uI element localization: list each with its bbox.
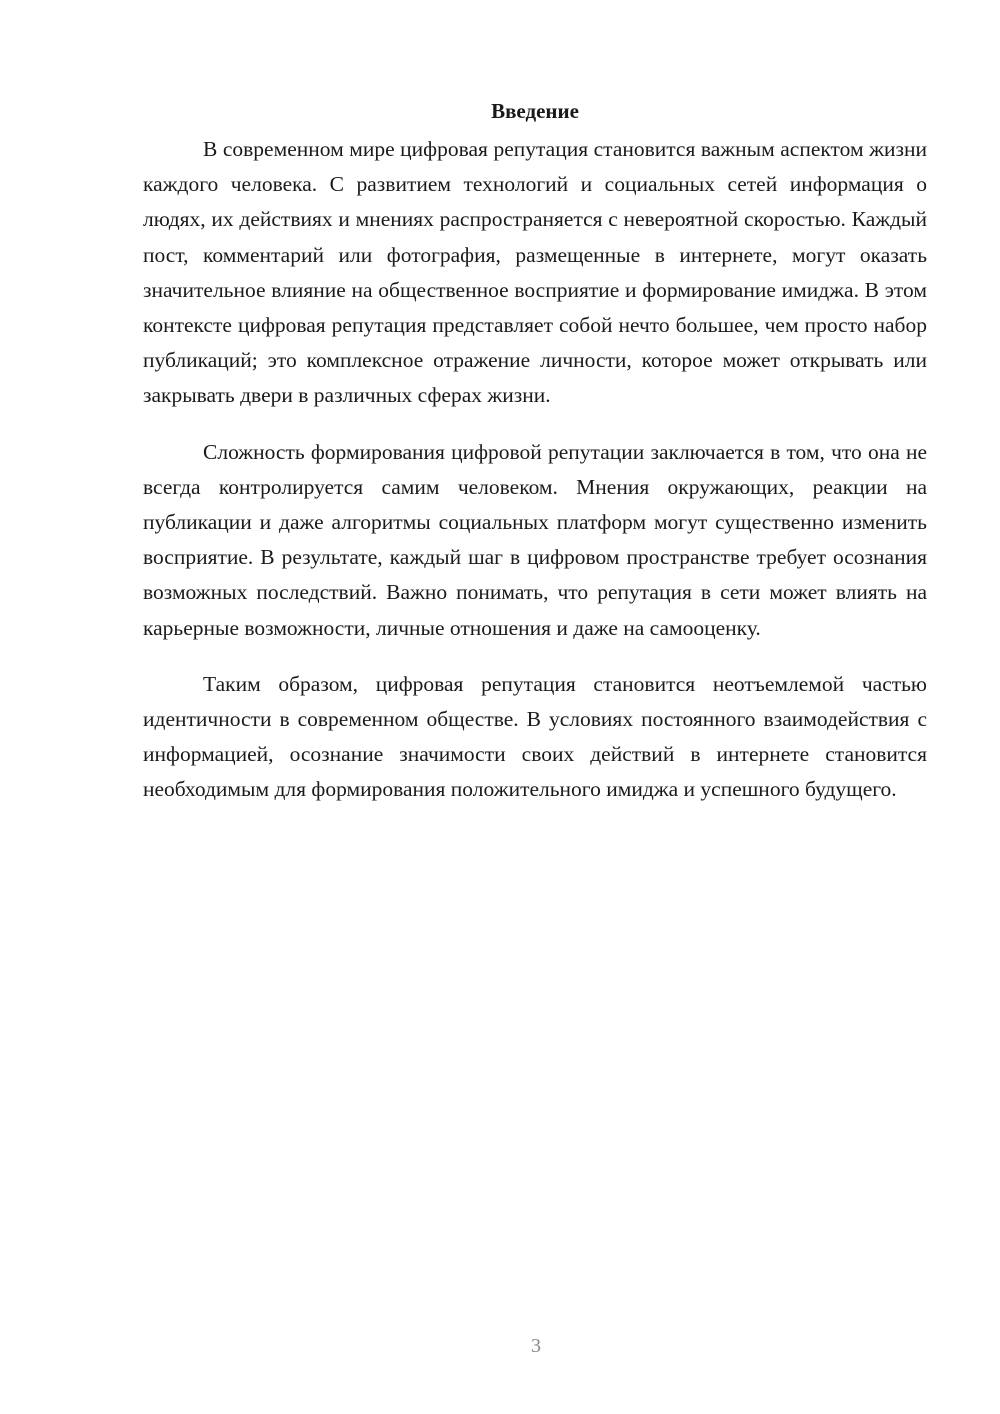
paragraph-2: Сложность формирования цифровой репутации заключается в том, что она не всегда контролируется самим человеком. Мнения окружающих, реакции на публикации и даже алгоритмы социальных платформ могут существенно изменить восприятие. В результате, каждый шаг в цифровом пространстве требует осознания возможных последствий. Важно понимать, что репутация в сети может влиять на карьерные возможности, личные отношения и даже на самооценку. xyxy=(143,439,927,640)
paragraph-3: Таким образом, цифровая репутация становится неотъемлемой частью идентичности в современном обществе. В условиях постоянного взаимодействия с информацией, осознание значимости своих действий в интернете становится необходимым для формирования положительного имиджа и успешного будущего. xyxy=(143,671,927,802)
page-body xyxy=(143,96,927,829)
paragraph-1: В современном мире цифровая репутация становится важным аспектом жизни каждого человека. С развитием технологий и социальных сетей информация о людях, их действиях и мнениях распространяется с невероятной скоростью. Каждый пост, комментарий или фотография, размещенные в интернете, могут оказать значительное влияние на общественное восприятие и формирование имиджа. В этом контексте цифровая репутация представляет собой нечто большее, чем просто набор публикаций; это комплексное отражение личности, которое может открывать или закрывать двери в различных сферах жизни. xyxy=(143,137,927,408)
page-number: 3 xyxy=(531,1335,541,1357)
section-heading: Введение xyxy=(491,99,579,123)
